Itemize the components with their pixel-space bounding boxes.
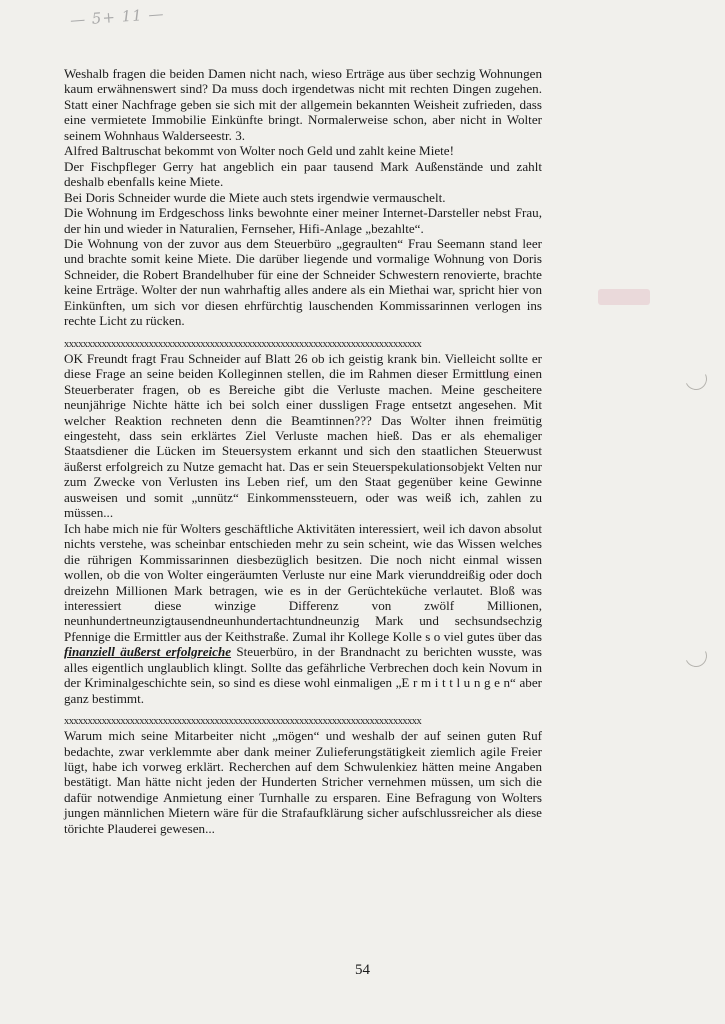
document-body <box>64 66 542 836</box>
paragraph-text: Steuerbüro, in der Brandnacht zu berichten wusste, was alles eigentlich unglaublich klingt. Sollte das gefährliche Verbrechen doch kein Novum in der Kriminalgeschichte sein, so sind es diese wohl einmaligen „E r m i t t l u n g e n“ aber ganz bestimmt. <box>64 644 542 706</box>
paragraph: Die Wohnung im Erdgeschoss links bewohnte einer meiner Internet-Darsteller nebst Frau, der hin und wieder in Naturalien, Fernseher, Hifi-Anlage „bezahlte“. <box>64 205 542 236</box>
paragraph <box>64 521 542 706</box>
paragraph: Warum mich seine Mitarbeiter nicht „mögen“ und weshalb der auf seinen guten Ruf bedachte, zwar verklemmte aber dank meiner Zulieferungstätigkeit ziemlich agile Freier lügt, habe ich vorweg erklärt. Recherchen auf dem Schwulenkiez hätten meine Angaben bestätigt. Man hätte nicht jeden der Hunderten Stricher vernehmen müssen, um sich die dafür notwendige Anmietung einer Turnhalle zu ersparen. Eine Befragung von Wolters jungen männlichen Mietern wäre für die Strafaufklärung sicher aufschlussreicher als diese törichte Plauderei gewesen... <box>64 728 542 836</box>
paragraph: Bei Doris Schneider wurde die Miete auch stets irgendwie vermauschelt. <box>64 189 446 205</box>
handwritten-scribble: — 5+ 11 — <box>69 4 166 30</box>
paragraph-text: Ich habe mich nie für Wolters geschäftliche Aktivitäten interessiert, weil ich davon absolut nichts verstehe, was scheinbar entschieden mehr zu sein scheint, wie das Wissen welches die rührigen Kommissarinnen diesbezüglich besitzen. Die noch nicht einmal wissen wollen, ob die von Wolter eingeräumten Verluste nur eine Mark vierunddreißig oder doch dreizehn Millionen Mark betragen, wie es in der Gerüchteküche verlautet. Bloß was interessiert diese winzige Differenz von zwölf Millionen, neunhundertneunzigtausendneunhundertachtundneunzig Mark und sechsundsechzig Pfennige die Ermittler aus der Keithstraße. Zumal ihr Kollege Kolle s o viel gutes über das <box>64 520 542 644</box>
paragraph: Der Fischpfleger Gerry hat angeblich ein paar tausend Mark Außenstände und zahlt deshalb ebenfalls keine Miete. <box>64 158 542 190</box>
paragraph: OK Freundt fragt Frau Schneider auf Blatt 26 ob ich geistig krank bin. Vielleicht sollte er diese Frage an seine beiden Kolleginnen stellen, die im Rahmen dieser Ermittlung einen Steuerberater fragen, ob es Bereiche gibt die Verluste machen. Meine gescheitere neunjährige Nichte hätte ich bei solch einer dussligen Frage entsetzt angesehen. Mit welcher Reaktion rechneten denn die Beamtinnen??? Das Wolter ihnen freimütig eingesteht, dass sein erklärtes Ziel Verluste machen hieß. Das er als ehemaliger Staatsdiener die Lücken im Steuersystem erkannt und sich den staatlichen Steuerwust äußerst erfolgreich zu Nutze gemacht hat. Das er sein Steuerspekulationsobjekt Velten nur zum Zwecke von Verlusten ins Leben rief, um den Staat gegenüber keine Gewinne ausweisen und somit „unnütz“ Einkommenssteuern, oder was weiß ich, zahlen zu müssen... <box>64 350 542 521</box>
section-divider: xxxxxxxxxxxxxxxxxxxxxxxxxxxxxxxxxxxxxxxxxxxxxxxxxxxxxxxxxxxxxxxxxxxxxxxxxxxx <box>64 339 422 349</box>
emphasized-phrase: finanziell äußerst erfolgreiche <box>64 644 232 660</box>
punch-hole-mark <box>682 365 710 393</box>
page-number: 54 <box>355 962 370 978</box>
punch-hole-mark <box>682 642 710 670</box>
paragraph: Weshalb fragen die beiden Damen nicht nach, wieso Erträge aus über sechzig Wohnungen kaum erwähnenswert sind? Da muss doch irgendetwas nicht mit rechten Dingen zugehen. Statt einer Nachfrage geben sie sich mit der allgemein bekannten Weisheit zufrieden, dass eine vermietete Immobilie Einkünfte bringt. Normalerweise schon, aber nicht in Wolter seinem Wohnhaus Walderseestr. 3. <box>64 66 542 143</box>
bleed-through-mark <box>598 289 650 305</box>
paragraph: Die Wohnung von der zuvor aus dem Steuerbüro „gegraulten“ Frau Seemann stand leer und brachte somit keine Miete. Die darüber liegende und vormalige Wohnung von Doris Schneider, die Robert Brandelhuber für eine der Schneider Schwestern renovierte, brachte keine Erträge. Wolter der nun wahrhaftig alles andere als ein Miethai war, spricht hier von Einkünften, um sich vor diesen ehrfürchtig lauschenden Kommissarinnen verlogen ins rechte Licht zu rücken. <box>64 235 542 329</box>
paragraph: Alfred Baltruschat bekommt von Wolter noch Geld und zahlt keine Miete! <box>64 143 454 159</box>
section-divider: xxxxxxxxxxxxxxxxxxxxxxxxxxxxxxxxxxxxxxxxxxxxxxxxxxxxxxxxxxxxxxxxxxxxxxxxxxxx <box>64 717 422 727</box>
